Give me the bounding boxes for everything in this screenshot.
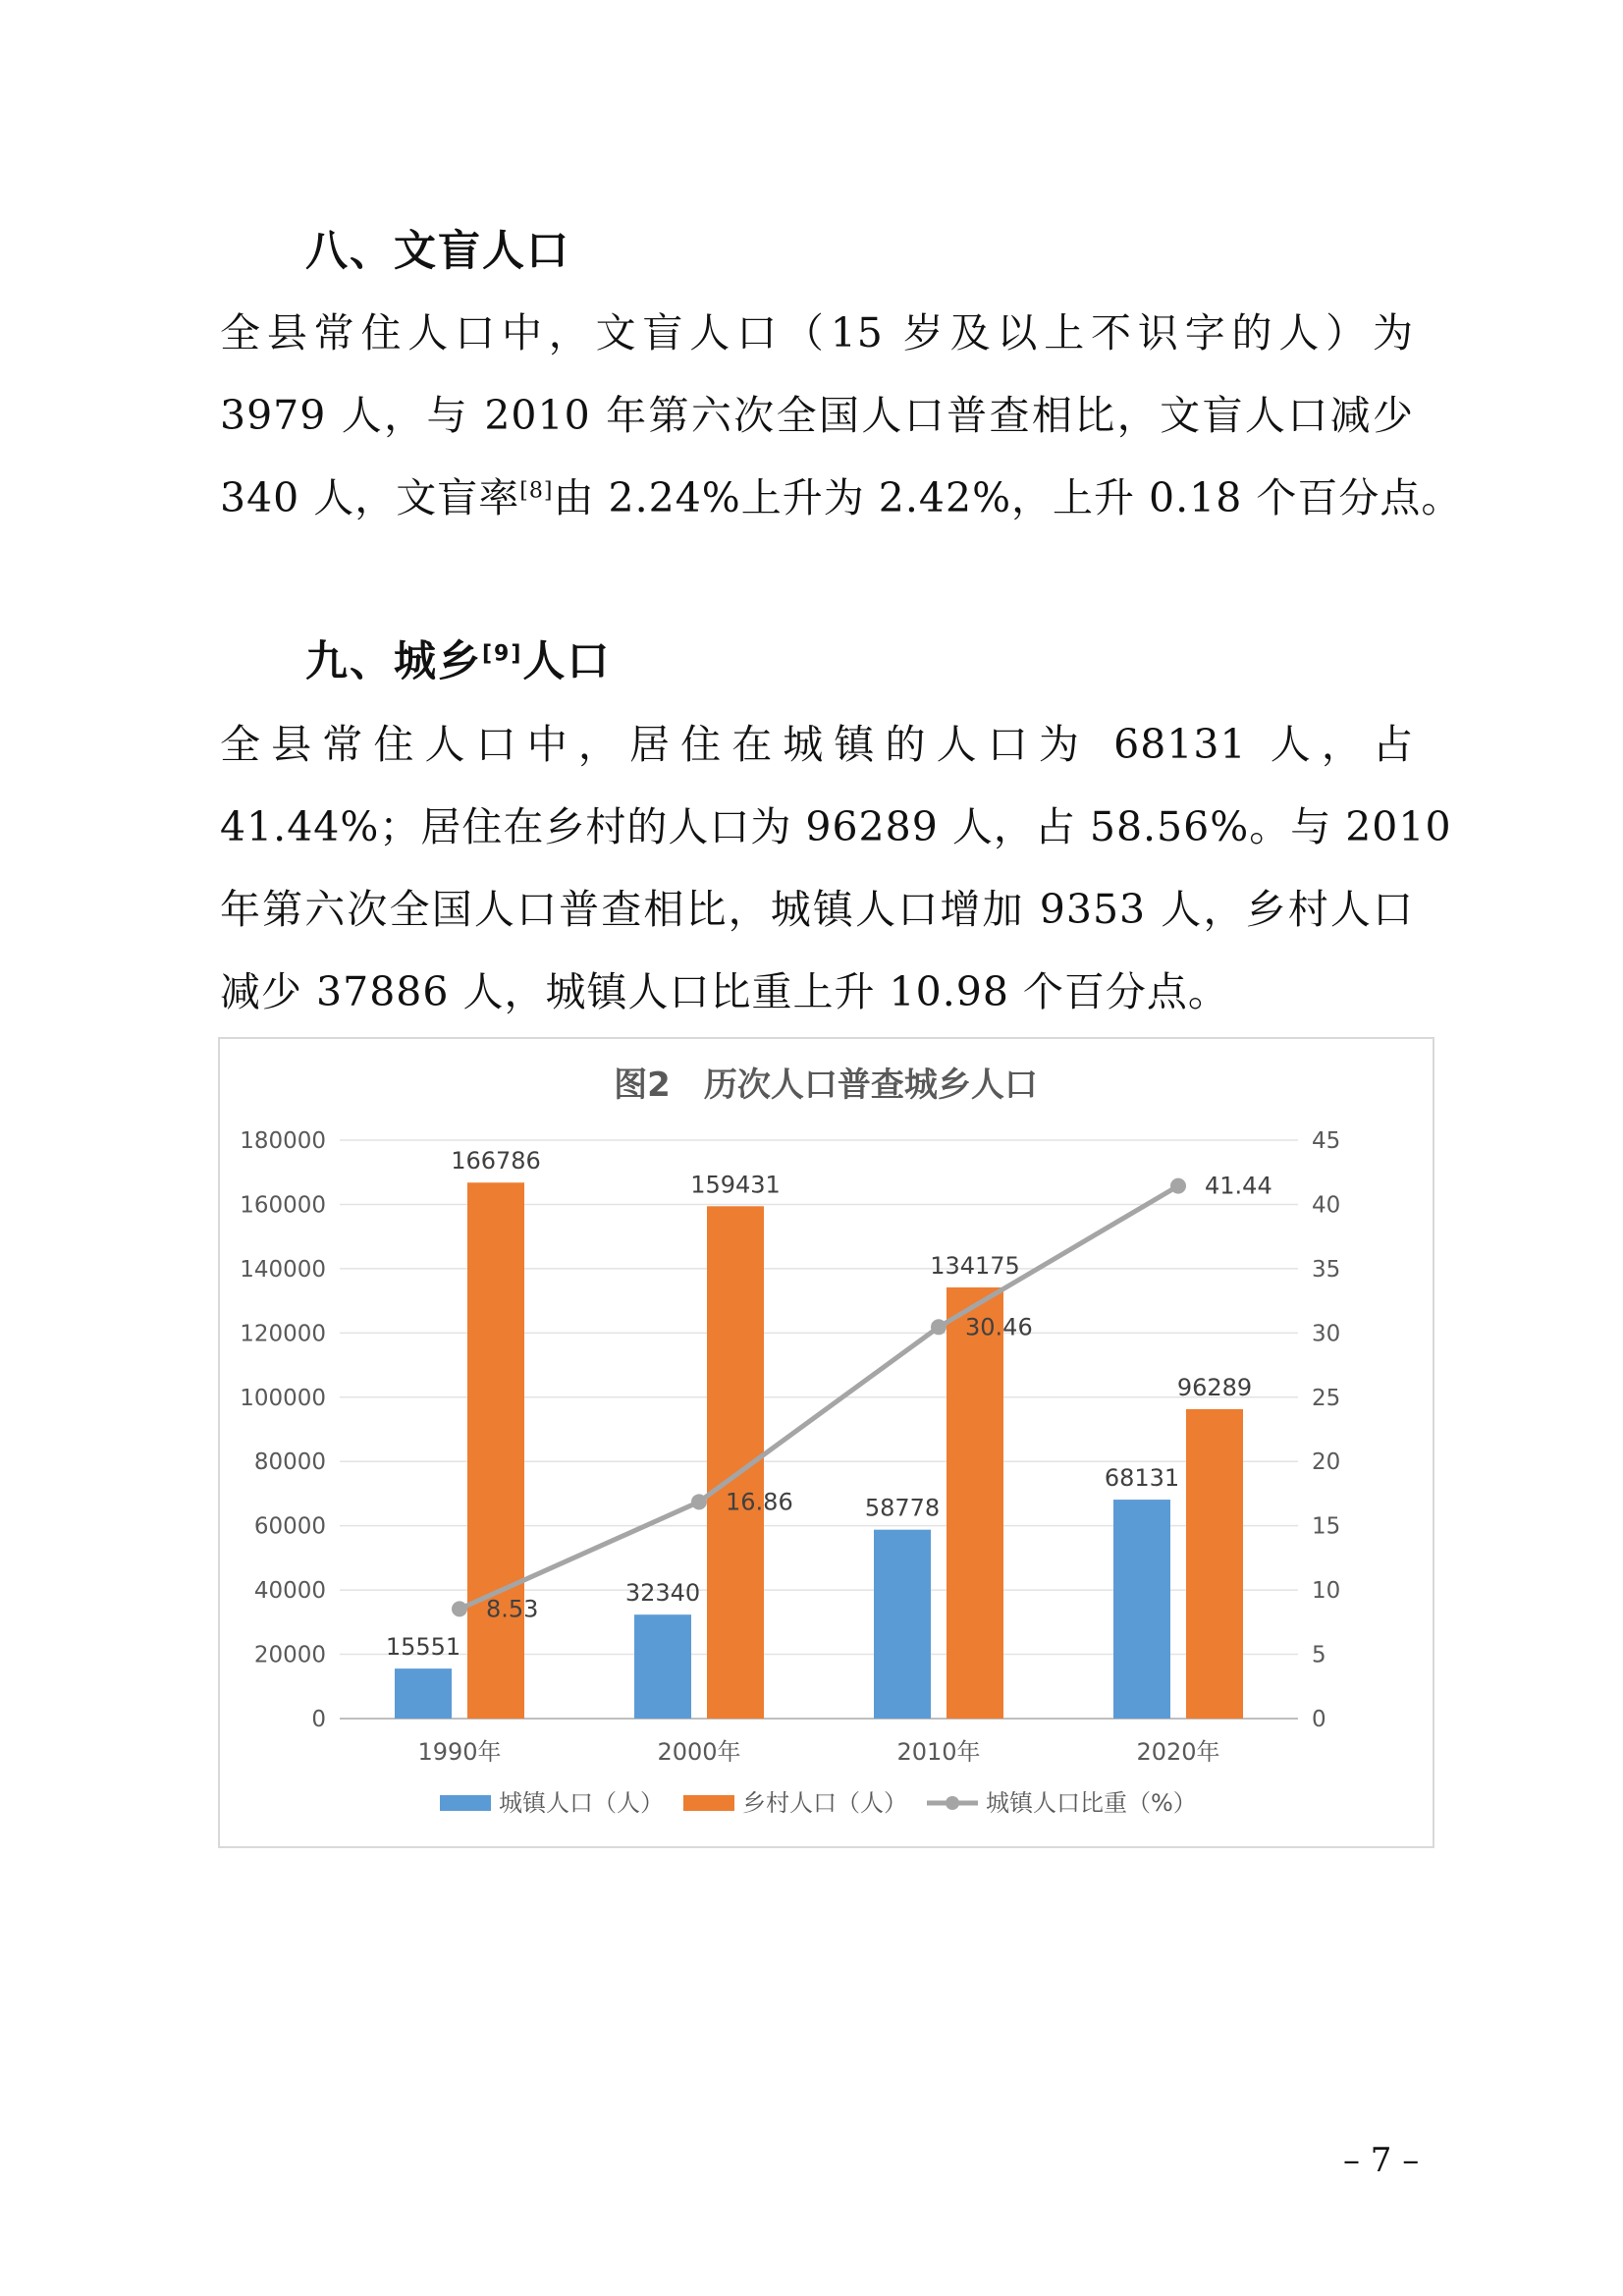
section-9-line-3: 年第六次全国人口普查相比，城镇人口增加 9353 人，乡村人口 (220, 886, 1414, 933)
legend-entry: 城镇人口比重（%） (986, 1789, 1197, 1817)
bar-data-label: 32340 (624, 1579, 701, 1608)
footnote-ref-8: [8] (519, 478, 554, 504)
y-right-tick-label: 45 (1312, 1128, 1341, 1154)
bar (634, 1614, 691, 1719)
y-right-tick-label: 35 (1312, 1256, 1341, 1283)
line-data-label: 8.53 (486, 1595, 539, 1623)
bar-data-label: 166786 (451, 1147, 541, 1175)
section-9-heading-suffix: 人口 (522, 637, 612, 686)
section-8-line-3-tail: 由 2.24%上升为 2.42%，上升 0.18 个百分点。 (553, 474, 1463, 521)
y-left-tick-label: 60000 (253, 1513, 326, 1540)
bar (467, 1182, 524, 1719)
section-8-line-3 (220, 465, 1463, 523)
y-left-tick-label: 40000 (253, 1578, 326, 1605)
legend-swatch (440, 1795, 491, 1811)
section-9-line-4: 减少 37886 人，城镇人口比重上升 10.98 个百分点。 (220, 968, 1229, 1015)
legend-swatch (683, 1795, 734, 1811)
bar-data-label: 159431 (690, 1171, 781, 1199)
y-right-tick-label: 40 (1312, 1192, 1341, 1219)
section-9-heading (305, 629, 611, 688)
line-data-label: 30.46 (965, 1313, 1033, 1341)
line-data-label: 41.44 (1205, 1172, 1272, 1200)
y-left-tick-label: 180000 (240, 1128, 326, 1154)
bar-data-label: 134175 (930, 1251, 1020, 1280)
bar (395, 1668, 452, 1719)
y-left-tick-label: 80000 (253, 1449, 326, 1476)
line-point (931, 1319, 947, 1335)
line-data-label: 16.86 (726, 1488, 793, 1516)
figure-2-chart (218, 1037, 1434, 1848)
x-category-label: 2000年 (657, 1738, 741, 1766)
y-right-tick-label: 10 (1312, 1578, 1341, 1605)
page-number: – 7 – (1343, 2141, 1420, 2180)
section-9-line-2: 41.44%；居住在乡村的人口为 96289 人，占 58.56%。与 2010 (220, 803, 1452, 850)
line-point (1170, 1178, 1186, 1194)
y-left-tick-label: 120000 (240, 1321, 326, 1347)
x-category-label: 1990年 (417, 1738, 502, 1766)
y-right-tick-label: 25 (1312, 1385, 1341, 1411)
legend-entry: 城镇人口（人） (499, 1789, 664, 1817)
section-8-line-2: 3979 人，与 2010 年第六次全国人口普查相比，文盲人口减少 (220, 392, 1414, 439)
y-right-tick-label: 30 (1312, 1321, 1341, 1347)
y-left-tick-label: 140000 (240, 1256, 326, 1283)
y-right-tick-label: 5 (1312, 1642, 1326, 1668)
bar (1186, 1409, 1243, 1719)
line-point (691, 1494, 707, 1509)
section-9-line-1: 全县常住人口中，居住在城镇的人口为 68131 人，占 (220, 721, 1414, 768)
section-9-heading-prefix: 九、城乡 (305, 637, 482, 686)
bar-data-label: 58778 (864, 1494, 941, 1522)
section-8-line-3-head: 340 人，文盲率 (220, 474, 520, 521)
footnote-ref-9: [9] (482, 641, 523, 667)
x-category-label: 2010年 (896, 1738, 981, 1766)
y-right-tick-label: 15 (1312, 1513, 1341, 1540)
chart-title: 图2 历次人口普查城乡人口 (614, 1066, 1038, 1105)
chart-svg (220, 1039, 1433, 1846)
section-8-line-1: 全县常住人口中，文盲人口（15 岁及以上不识字的人）为 (220, 309, 1414, 356)
y-left-tick-label: 100000 (240, 1385, 326, 1411)
bar (947, 1287, 1003, 1719)
bar (874, 1530, 931, 1719)
y-right-tick-label: 20 (1312, 1449, 1341, 1476)
section-8-heading: 八、文盲人口 (305, 227, 570, 276)
bar-data-label: 15551 (385, 1633, 461, 1662)
legend-swatch-marker (946, 1796, 959, 1810)
y-left-tick-label: 0 (311, 1707, 326, 1732)
bar (1113, 1500, 1170, 1719)
legend-entry: 乡村人口（人） (742, 1789, 907, 1817)
x-category-label: 2020年 (1136, 1738, 1220, 1766)
y-right-tick-label: 0 (1312, 1707, 1326, 1732)
line-point (452, 1601, 467, 1616)
bar-data-label: 96289 (1176, 1373, 1253, 1401)
y-left-tick-label: 20000 (253, 1642, 326, 1668)
bar-data-label: 68131 (1104, 1464, 1180, 1493)
y-left-tick-label: 160000 (240, 1192, 326, 1219)
